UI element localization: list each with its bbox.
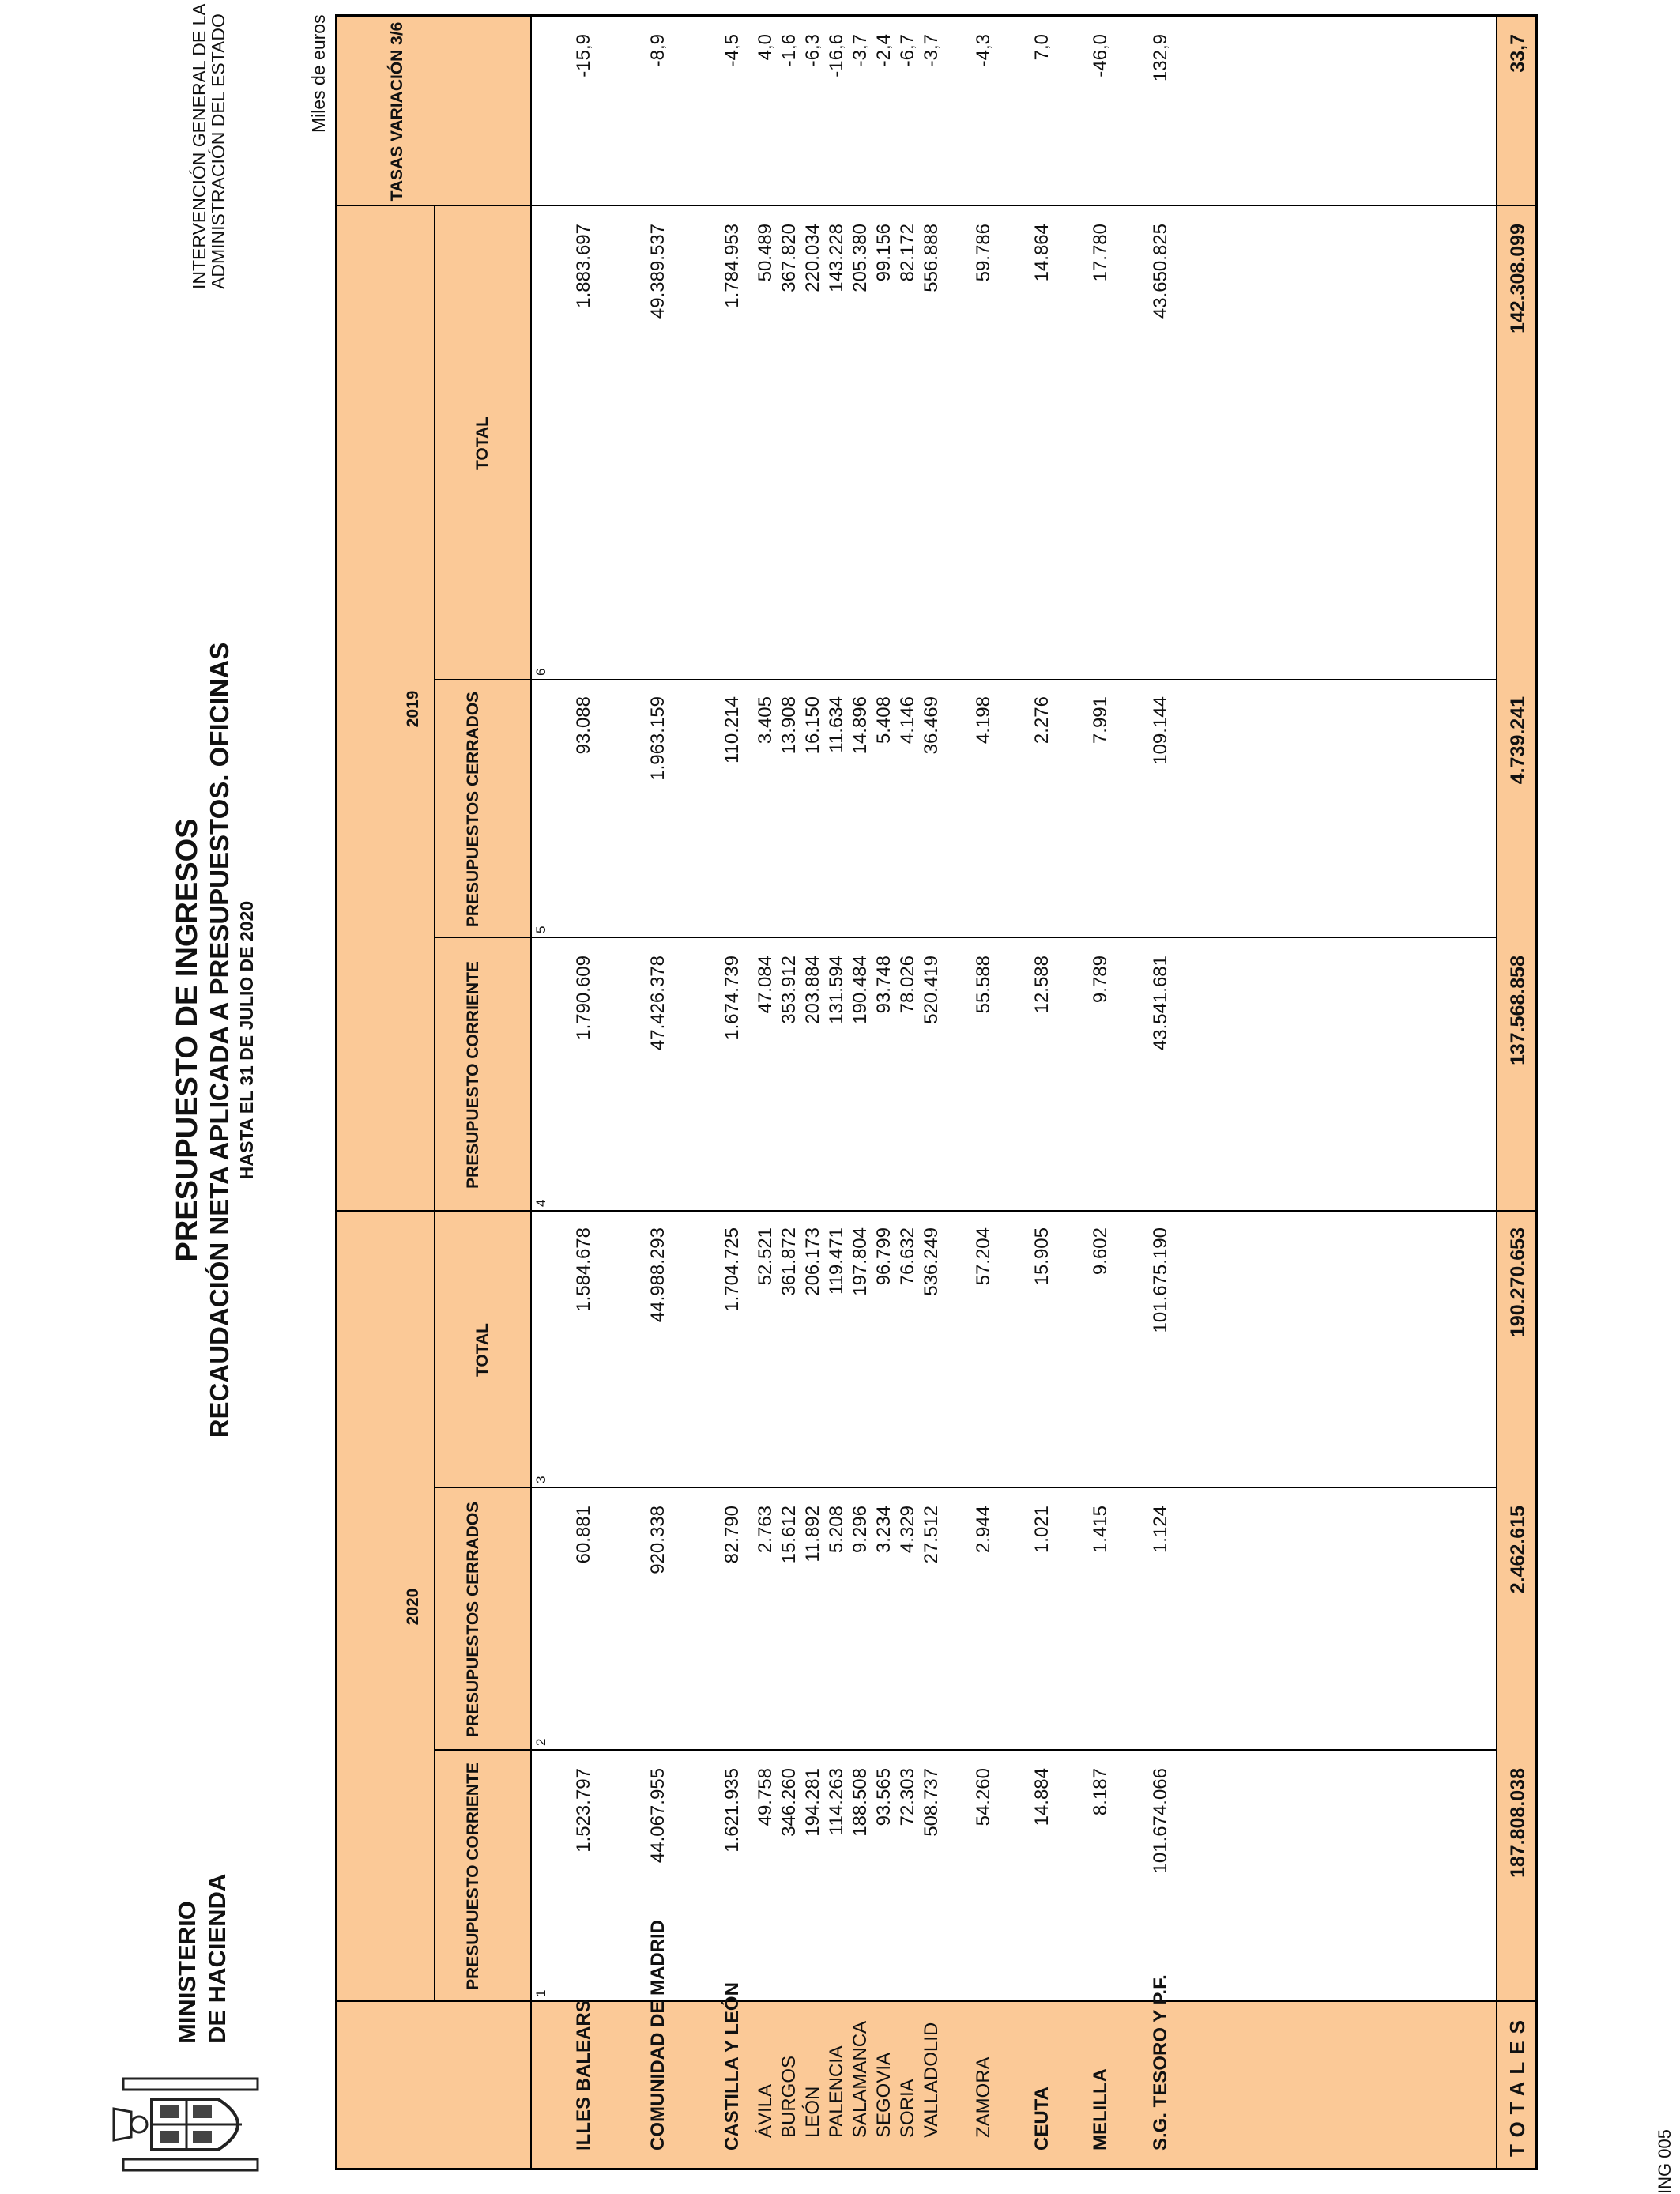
table-cell: -6,7 [897,34,918,67]
total-cell: 142.308.099 [1507,224,1529,334]
table-cell: 556.888 [921,224,942,292]
table-cell: 508.737 [921,1768,942,1837]
table-cell: 1.704.725 [721,1227,743,1312]
row-label: SORIA [897,2079,918,2138]
col-number: 2 [533,1738,548,1746]
ministry-name [172,1874,232,2044]
table-cell: 55.588 [973,956,994,1014]
table-cell: 2.944 [973,1506,994,1554]
table-cell: 5.408 [873,696,895,745]
table-cell: 4.146 [897,696,918,745]
table-cell: 1.621.935 [721,1768,743,1853]
table-cell: 4,0 [755,34,776,61]
year-divider [434,206,435,2002]
table-cell: 60.881 [573,1506,594,1564]
table-cell: 131.594 [826,956,847,1024]
table-cell: 1.021 [1031,1506,1053,1554]
col-divider-2020-b [434,1487,1496,1488]
table-cell: 14.884 [1031,1768,1053,1826]
table-cell: 1.883.697 [573,224,594,308]
table-cell: 132,9 [1150,34,1171,82]
table-cell: 7,0 [1031,34,1053,61]
table-cell: 78.026 [897,956,918,1014]
row-label: ÁVILA [755,2083,776,2138]
table-cell: 44.067.955 [647,1768,669,1864]
table-cell: 5.208 [826,1506,847,1554]
page-subtitle: RECAUDACIÓN NETA APLICADA A PRESUPUESTOS. OFICINAS [205,642,234,1438]
table-cell: 14.896 [849,696,871,755]
totals-label: TOTALES [1505,2013,1529,2157]
table-cell: 9.296 [849,1506,871,1554]
table-cell: 16.150 [802,696,823,755]
units-label: Miles de euros [308,14,329,133]
table-cell: 206.173 [802,1227,823,1296]
table-cell: 43.541.681 [1150,956,1171,1051]
col-number: 4 [533,1199,548,1207]
date-line: HASTA EL 31 DE JULIO DE 2020 [236,900,257,1180]
row-label: SEGOVIA [873,2052,895,2138]
col-2019-corriente: PRESUPUESTO CORRIENTE [464,961,482,1189]
intervencion-line-2: ADMINISTRACIÓN DEL ESTADO [208,13,228,289]
table-cell: 47.426.378 [647,956,669,1051]
table-cell: 190.484 [849,956,871,1024]
table-cell: 3.405 [755,696,776,745]
table-cell: 54.260 [973,1768,994,1826]
ministry-line-2: DE HACIENDA [203,1873,231,2044]
table-cell: 2.276 [1031,696,1053,745]
table-cell: 82.790 [721,1506,743,1564]
col-divider-2019-a [434,937,1496,938]
table-cell: 143.228 [826,224,847,292]
col-2020-cerrados: PRESUPUESTOS CERRADOS [464,1501,482,1738]
table-cell: 82.172 [897,224,918,282]
total-cell: 187.808.038 [1507,1768,1529,1879]
table-cell: 520.419 [921,956,942,1024]
intervencion-label [190,3,228,289]
table-cell: 119.471 [826,1227,847,1295]
table-cell: -8,9 [647,34,669,67]
table-cell: 99.156 [873,224,895,282]
table-cell: 194.281 [802,1768,823,1837]
table-cell: 59.786 [973,224,994,282]
year-2019-label: 2019 [404,690,422,728]
table-cell: 7.991 [1090,696,1111,745]
row-label: CASTILLA Y LEÓN [721,1982,743,2151]
table-cell: -2,4 [873,34,895,67]
table-cell: 1.790.609 [573,956,594,1040]
total-cell: 4.739.241 [1507,696,1529,785]
table-cell: -1,6 [778,34,800,67]
year-2020-2019-divider [337,1210,1535,1212]
table-cell: 536.249 [921,1227,942,1296]
row-label: ILLES BALEARS [573,2000,594,2151]
total-cell: 190.270.653 [1507,1227,1529,1338]
col-tasas: TASAS VARIACIÓN 3/6 [388,21,406,202]
row-label: CEUTA [1031,2087,1053,2151]
table-cell: -16,6 [826,34,847,77]
col-2019-cerrados: PRESUPUESTOS CERRADOS [464,691,482,928]
col-2020-total: TOTAL [473,1322,492,1378]
table-cell: 52.521 [755,1227,776,1286]
col-number: 1 [533,1989,548,1997]
row-label: PALENCIA [826,2045,847,2138]
col-divider-2020-a [434,1749,1496,1751]
table-cell: 3.234 [873,1506,895,1554]
totals-divider [1496,17,1497,2168]
table-cell: 4.329 [897,1506,918,1554]
table-cell: 49.389.537 [647,224,669,319]
table-cell: 15.612 [778,1506,800,1564]
table-cell: 17.780 [1090,224,1111,282]
table-cell: 44.988.293 [647,1227,669,1323]
table-cell: -3,7 [849,34,871,67]
table-cell: 2.763 [755,1506,776,1554]
row-label: LEÓN [802,2086,823,2138]
table-cell: 1.523.797 [573,1768,594,1853]
table-cell: 8.187 [1090,1768,1111,1816]
table-cell: 361.872 [778,1227,800,1296]
table-cell: 11.634 [826,696,847,753]
table-cell: 203.884 [802,956,823,1024]
table-cell: 49.758 [755,1768,776,1826]
table-cell: 353.912 [778,956,800,1024]
label-column-divider [337,2000,1535,2002]
row-label: COMUNIDAD DE MADRID [647,1920,669,2151]
table-cell: 110.214 [721,696,743,763]
table-cell: 9.602 [1090,1227,1111,1276]
row-label: ZAMORA [973,2056,994,2138]
table-cell: -3,7 [921,34,942,67]
table-cell: 36.469 [921,696,942,755]
table-cell: 109.144 [1150,696,1171,765]
table-cell: 72.303 [897,1768,918,1826]
row-label: S.G. TESORO Y P.F. [1150,1974,1171,2151]
col-number: 6 [533,668,548,676]
table-cell: 13.908 [778,696,800,755]
table-cell: 15.905 [1031,1227,1053,1286]
table-cell: -4,5 [721,34,743,67]
total-cell: 2.462.615 [1507,1506,1529,1594]
row-label: SALAMANCA [849,2020,871,2138]
table-cell: -4,3 [973,34,994,67]
table-cell: 76.632 [897,1227,918,1286]
report-title-block [171,598,258,1483]
table-cell: 50.489 [755,224,776,282]
table-cell: 47.084 [755,956,776,1014]
col-2019-total: TOTAL [473,416,492,471]
table-cell: 220.034 [802,224,823,292]
table-cell: 11.892 [802,1506,823,1563]
table-cell: 93.088 [573,696,594,755]
row-label: MELILLA [1090,2068,1111,2151]
table-cell: 101.675.190 [1150,1227,1171,1333]
table-cell: 93.748 [873,956,895,1014]
table-cell: 57.204 [973,1227,994,1286]
table-cell: 346.260 [778,1768,800,1837]
table-cell: 93.565 [873,1768,895,1826]
table-cell: -46,0 [1090,34,1111,77]
total-cell: 33,7 [1507,34,1529,73]
report-code: ING 005 [1655,2129,1674,2194]
table-cell: 1.584.678 [573,1227,594,1312]
page-title: PRESUPUESTO DE INGRESOS [171,818,204,1262]
table-cell: 205.380 [849,224,871,292]
revenue-table [335,14,1538,2170]
table-cell: 12.588 [1031,956,1053,1014]
intervencion-line-1: INTERVENCIÓN GENERAL DE LA [189,3,209,289]
col-number: 5 [533,925,548,933]
table-cell: 1.415 [1090,1506,1111,1554]
table-cell: 114.263 [826,1768,847,1835]
ministry-line-1: MINISTERIO [173,1901,201,2044]
table-cell: 101.674.066 [1150,1768,1171,1874]
table-cell: 1.124 [1150,1506,1171,1554]
table-cell: -15,9 [573,34,594,77]
col-2020-corriente: PRESUPUESTO CORRIENTE [464,1762,482,1990]
table-cell: 9.789 [1090,956,1111,1004]
col-divider-2019-b [434,679,1496,680]
row-label: BURGOS [778,2055,800,2138]
year-2020-label: 2020 [404,1588,422,1626]
table-cell: 1.963.159 [647,696,669,781]
table-cell: -6,3 [802,34,823,67]
table-cell: 14.864 [1031,224,1053,282]
col-number: 3 [533,1476,548,1483]
table-cell: 920.338 [647,1506,669,1574]
total-cell: 137.568.858 [1507,956,1529,1066]
table-cell: 188.508 [849,1768,871,1837]
row-label: VALLADOLID [921,2022,942,2138]
table-cell: 367.820 [778,224,800,292]
table-cell: 43.650.825 [1150,224,1171,319]
table-cell: 27.512 [921,1506,942,1564]
table-cell: 96.799 [873,1227,895,1286]
table-cell: 1.674.739 [721,956,743,1040]
header-divider [530,17,532,2168]
table-cell: 4.198 [973,696,994,745]
table-cell: 1.784.953 [721,224,743,308]
coat-of-arms-icon [107,2074,273,2175]
table-cell: 197.804 [849,1227,871,1296]
